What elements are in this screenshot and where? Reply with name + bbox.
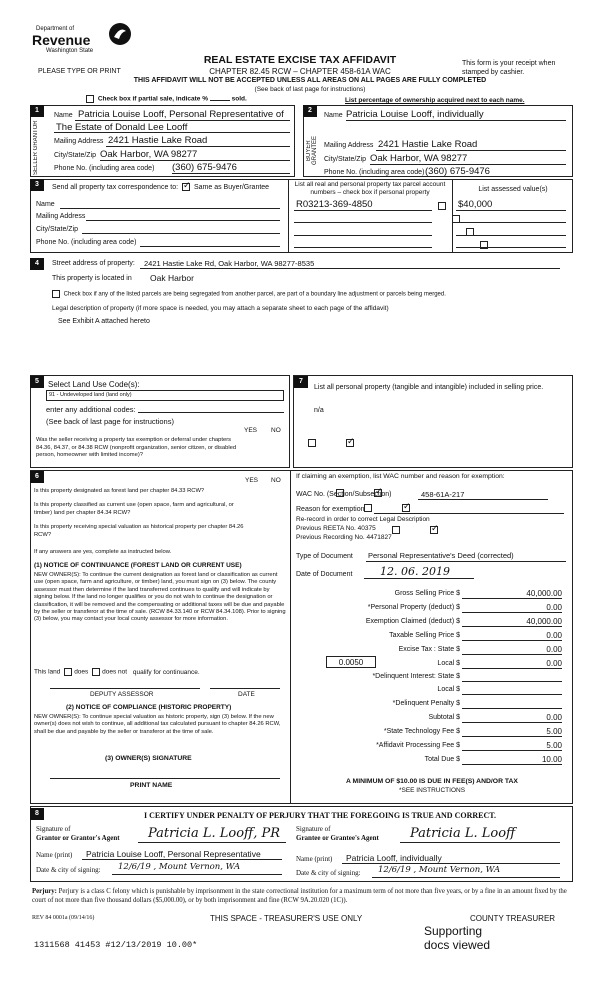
section-6-number: 6: [30, 471, 44, 483]
notice-continuance-title: (1) NOTICE OF CONTINUANCE (FOREST LAND OR CURRENT USE): [34, 562, 242, 569]
doc-date-label: Date of Document: [296, 571, 353, 578]
taxable-value[interactable]: 0.00: [462, 631, 562, 641]
taxable-label: Taxable Selling Price $: [389, 632, 460, 639]
form-chapter: CHAPTER 82.45 RCW – CHAPTER 458-61A WAC: [209, 67, 391, 76]
buyer-signature[interactable]: Patricia L. Looff: [410, 826, 516, 841]
corr-phone-label: Phone No. (including area code): [36, 239, 137, 246]
buyer-date-label: Date & city of signing:: [296, 869, 361, 877]
seller-side-label: SELLER GRANTOR: [33, 120, 39, 175]
buyer-phone-label: Phone No. (including area code): [324, 169, 425, 176]
logo-revenue: Revenue: [32, 32, 91, 48]
seller-address[interactable]: 2421 Hastie Lake Road: [108, 135, 208, 146]
seller-city[interactable]: Oak Harbor, WA 98277: [100, 149, 198, 160]
seller-name-2[interactable]: The Estate of Donald Lee Looff: [56, 122, 188, 133]
exemption-question: Was the seller receiving a property tax exemption or deferral under chapters 84.36, 84.37, or 84.38 RCW (nonprofit organization, senior citizen, or disabled person, homeowner with limited income)?: [36, 437, 237, 458]
exemption-claimed-label: Exemption Claimed (deduct) $: [365, 618, 460, 625]
q3-yes-checkbox[interactable]: [392, 526, 400, 534]
local-rate-box[interactable]: 0.0050: [326, 656, 376, 668]
gross-label: Gross Selling Price $: [394, 590, 460, 597]
local-label: Local $: [437, 660, 460, 667]
form-title: REAL ESTATE EXCISE TAX AFFIDAVIT: [203, 54, 397, 66]
buyer-date-city[interactable]: 12/6/19 , Mount Vernon, WA: [378, 865, 501, 875]
this-land-label: This land: [34, 668, 61, 676]
buyer-side-label: BUYER GRANTEE: [306, 136, 318, 166]
doc-type-value[interactable]: Personal Representative's Deed (corrected): [368, 551, 514, 560]
q2-yes-checkbox[interactable]: [364, 504, 372, 512]
segregated-label: Check box if any of the listed parcels are being segregated from another parcel, are part of a boundary line adjustment or parcels being merged.: [63, 291, 446, 298]
buyer-city[interactable]: Oak Harbor, WA 98277: [370, 153, 468, 164]
tech-fee-label: *State Technology Fee $: [383, 728, 460, 735]
exemption-label: If claiming an exemption, list WAC number and reason for exemption:: [296, 473, 505, 480]
buyer-sig-label: [296, 825, 379, 843]
processing-fee-label: *Affidavit Processing Fee $: [376, 742, 460, 749]
logo-dept: Department of: [36, 26, 75, 32]
seller-city-label: City/State/Zip: [54, 152, 97, 159]
buyer-name-print[interactable]: Patricia Looff, individually: [346, 853, 442, 863]
delinquent-local-value[interactable]: [462, 685, 562, 695]
sold-label: sold.: [231, 95, 247, 103]
buyer-sig-label-a: Signature of: [296, 825, 331, 833]
subtotal-value[interactable]: 0.00: [462, 713, 562, 723]
gross-value[interactable]: 40,000.00: [462, 589, 562, 599]
seller-name-print[interactable]: Patricia Louise Looff, Personal Representative: [86, 849, 261, 859]
land-use-select[interactable]: [46, 390, 284, 401]
county-treasurer: COUNTY TREASURER: [470, 914, 556, 923]
reason-label: Reason for exemption: [296, 506, 365, 513]
wac-label: WAC No. (Section/Subsection): [296, 491, 392, 498]
buyer-city-label: City/State/Zip: [324, 156, 367, 163]
notice-continuance-text: NEW OWNER(S): To continue the current designation as forest land or classification as current use (open space, farm and agriculture, or timber) land, you must sign on (3) below. The county assessor must then determine if the land transferred continues to qualify and will indicate by signing below. If the land no longer qualifies or you do not wish to continue the designation or classification, it will be removed and the compensating or additional taxes will be due and payable by the seller or transferor at the time of sale. (RCW 84.33.140 or RCW 84.34.108). Prior to signing (3) below, you may contact your local county assessor for more information.: [34, 572, 286, 623]
seller-date-city[interactable]: 12/6/19 , Mount Vernon, WA: [118, 862, 241, 872]
reason-line-1[interactable]: Re-record in order to correct Legal Description: [296, 516, 430, 523]
buyer-sig-label-c: Grantee or Grantee's Agent: [296, 834, 379, 842]
delinquent-state-value[interactable]: [462, 672, 562, 682]
treasurer-stamp: 1311568 41453 #12/13/2019 10.00*: [34, 940, 198, 950]
seller-name-label: Name: [54, 112, 73, 119]
see-back-note: (See back of last page for instructions): [254, 86, 366, 93]
logo-state: Washington State: [46, 48, 94, 54]
corr-address-label: Mailing Address: [36, 213, 86, 220]
land-use-value: 91 - Undeveloped land (land only): [49, 392, 132, 398]
type-print: PLEASE TYPE OR PRINT: [38, 68, 121, 75]
excise-state-value[interactable]: 0.00: [462, 645, 562, 655]
certify-statement: I CERTIFY UNDER PENALTY OF PERJURY THAT THE FOREGOING IS TRUE AND CORRECT.: [143, 811, 496, 820]
same-as-buyer-checkbox[interactable]: [182, 183, 190, 191]
personal-value[interactable]: 0.00: [462, 603, 562, 613]
legal-value[interactable]: See Exhibit A attached hereto: [58, 318, 150, 325]
does-not-checkbox[interactable]: [92, 668, 100, 676]
seller-sig-label: [36, 825, 120, 843]
seller-name-print-label: Name (print): [36, 851, 73, 859]
s5-no-label: NO: [271, 427, 281, 434]
notice-compliance-title: (2) NOTICE OF COMPLIANCE (HISTORIC PROPERTY): [66, 704, 232, 711]
located-label: This property is located in: [52, 275, 132, 282]
supporting-note: Supporting: [424, 924, 483, 938]
parcel-number[interactable]: R03213-369-4850: [296, 199, 373, 210]
if-yes-note: If any answers are yes, complete as instructed below.: [34, 549, 172, 555]
delinquent-state-label: *Delinquent Interest: State $: [372, 673, 460, 680]
docs-viewed-note: docs viewed: [424, 938, 491, 952]
seller-address-label: Mailing Address: [54, 138, 104, 145]
perjury-label: Perjury:: [32, 888, 57, 895]
section-3-number: 3: [30, 179, 44, 191]
does-label: does: [74, 668, 89, 676]
partial-sale-checkbox[interactable]: [86, 95, 94, 103]
located-value[interactable]: Oak Harbor: [150, 273, 194, 283]
date-label: DATE: [238, 691, 255, 698]
s6-yes-label: YES: [245, 477, 259, 484]
buyer-address[interactable]: 2421 Hastie Lake Road: [378, 139, 478, 150]
section-1-number: 1: [30, 105, 44, 117]
segregated-checkbox[interactable]: [52, 290, 60, 298]
see-back-label: (See back of last page for instructions): [46, 417, 174, 426]
corr-name-label: Name: [36, 201, 55, 208]
section-8-number: 8: [30, 808, 44, 820]
reason-line-2[interactable]: Previous REETA No. 40375: [296, 525, 376, 532]
q3-no-checkbox[interactable]: [430, 526, 438, 534]
corr-city-label: City/State/Zip: [36, 226, 79, 233]
reason-line-3[interactable]: Previous Recording No. 4471827: [296, 534, 392, 541]
seller-phone-label: Phone No. (including area code): [54, 165, 155, 172]
land-use-label: Select Land Use Code(s):: [48, 380, 140, 389]
send-correspondence-label: Send all property tax correspondence to:: [52, 183, 179, 191]
owner-signature-label: (3) OWNER(S) SIGNATURE: [105, 755, 192, 762]
personal-property-value[interactable]: n/a: [314, 407, 324, 414]
local-value[interactable]: 0.00: [462, 659, 562, 669]
section-5-number: 5: [30, 376, 44, 388]
processing-fee-value[interactable]: 5.00: [462, 741, 562, 751]
total-due-value[interactable]: 10.00: [462, 755, 562, 765]
buyer-phone[interactable]: (360) 675-9476: [425, 166, 490, 177]
penalty-value[interactable]: [462, 699, 562, 709]
doc-type-label: Type of Document: [296, 553, 353, 560]
receipt-note: This form is your receipt when stamped by cashier.: [462, 60, 556, 76]
send-correspondence-row: [52, 183, 269, 191]
penalty-label: *Delinquent Penalty $: [392, 700, 460, 707]
s5-yes-label: YES: [244, 427, 258, 434]
seller-date-label: Date & city of signing:: [36, 866, 101, 874]
s6-no-label: NO: [271, 477, 281, 484]
additional-codes-label: enter any additional codes:: [46, 405, 136, 414]
historical-question: Is this property receiving special valuation as historical property per chapter 84.26 RCW?: [34, 524, 244, 538]
buyer-name[interactable]: Patricia Louise Looff, individually: [346, 109, 484, 120]
excise-state-label: Excise Tax : State $: [398, 646, 460, 653]
accounts-header: List all real and personal property tax parcel account numbers – check box if personal property: [294, 181, 446, 196]
q2-no-checkbox[interactable]: [402, 504, 410, 512]
legal-label: Legal description of property (if more space is needed, you may attach a separate sheet to each page of the affidavit): [52, 305, 389, 312]
segregated-row: [50, 290, 446, 298]
street-label: Street address of property:: [52, 260, 135, 267]
section-2-number: 2: [303, 105, 317, 117]
exemption-value[interactable]: 40,000.00: [462, 617, 562, 627]
notice-compliance-text: NEW OWNER(S): To continue special valuation as historic property, sign (3) below. If the new owner(s) does not wish to continue, all additional tax calculated pursuant to chapter 84.26 RCW, shall be due and payable by the seller or transferor at the time of sale.: [34, 714, 281, 735]
assessed-header: List assessed value(s): [478, 186, 548, 193]
personal-label: *Personal Property (deduct) $: [367, 604, 460, 611]
parcel-1-personal-checkbox[interactable]: [438, 202, 446, 210]
section-7-number: 7: [294, 376, 308, 388]
street-address[interactable]: 2421 Hastie Lake Rd, Oak Harbor, WA 98277-8535: [144, 259, 315, 268]
ownership-note: List percentage of ownership acquired next to each name.: [345, 97, 525, 104]
seller-phone[interactable]: (360) 675-9476: [172, 162, 237, 173]
buyer-name-print-label: Name (print): [296, 855, 333, 863]
continuance-row: [34, 668, 200, 676]
seller-sig-label-a: Signature of: [36, 825, 71, 833]
current-use-question: Is this property classified as current use (open space, farm and agricultural, or timber) land per chapter 84.34 RCW?: [34, 502, 234, 516]
revenue-logo: [32, 22, 136, 62]
does-checkbox[interactable]: [64, 668, 72, 676]
partial-sale-row: [84, 95, 247, 103]
subtotal-label: Subtotal $: [428, 714, 460, 721]
deputy-assessor-label: DEPUTY ASSESSOR: [90, 691, 154, 698]
wac-value[interactable]: 458-61A-217: [421, 490, 465, 499]
delinquent-local-label: Local $: [437, 686, 460, 693]
total-due-label: Total Due $: [424, 756, 460, 763]
perjury-text: Perjury is a class C felony which is punishable by imprisonment in the state correctional institution for a maximum term of not more than five years, or by a fine in an amount fixed by the court of not more than five thousand dollars ($5,000.00), or by both imprisonment and fine (RCW 9A.20.020 (1C)).: [32, 888, 567, 904]
seller-signature[interactable]: Patricia L. Looff, PR: [148, 826, 281, 841]
seller-name[interactable]: Patricia Louise Looff, Personal Representative of: [78, 109, 284, 120]
doc-date-value[interactable]: 12. 06. 2019: [380, 565, 450, 578]
assessed-value[interactable]: $40,000: [458, 199, 493, 210]
rev-number: REV 84 0001a (09/14/16): [32, 915, 95, 921]
treasurer-space: THIS SPACE - TREASURER'S USE ONLY: [210, 914, 363, 923]
partial-sale-label: Check box if partial sale, indicate %: [97, 95, 208, 103]
see-instructions-note: *SEE INSTRUCTIONS: [398, 787, 466, 794]
same-as-buyer-label: Same as Buyer/Grantee: [193, 183, 270, 191]
personal-property-label: List all personal property (tangible and intangible) included in selling price.: [314, 384, 544, 391]
does-not-label: does not: [102, 668, 128, 676]
qualify-label: qualify for continuance.: [132, 668, 200, 676]
section-4-number: 4: [30, 258, 44, 270]
forest-land-question: Is this property designated as forest land per chapter 84.33 RCW?: [34, 488, 205, 494]
tech-fee-value[interactable]: 5.00: [462, 727, 562, 737]
seller-sig-label-b: Grantor or Grantor's Agent: [36, 834, 120, 842]
buyer-address-label: Mailing Address: [324, 142, 374, 149]
perjury-notice: [32, 887, 572, 905]
print-name-label: PRINT NAME: [130, 782, 173, 789]
buyer-name-label: Name: [324, 112, 343, 119]
minimum-due-note: A MINIMUM OF $10.00 IS DUE IN FEE(S) AND/OR TAX: [346, 778, 518, 785]
not-accepted-note: THIS AFFIDAVIT WILL NOT BE ACCEPTED UNLESS ALL AREAS ON ALL PAGES ARE FULLY COMPLETED: [133, 77, 487, 84]
seal-icon: [108, 22, 132, 46]
